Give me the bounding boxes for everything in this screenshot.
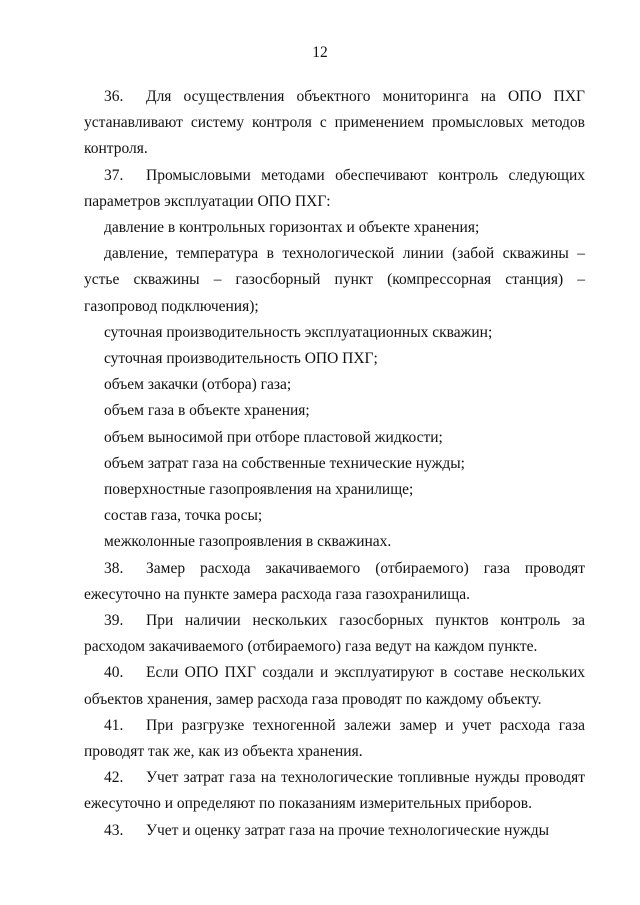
paragraph-text: Промысловыми методами обеспечивают контроль следующих параметров эксплуатации ОПО ПХГ:: [84, 166, 585, 210]
paragraph-text: При наличии нескольких газосборных пунктов контроль за расходом закачиваемого (отбираемого) газа ведут на каждом пункте.: [84, 612, 585, 656]
paragraph-number: 41.: [104, 716, 124, 734]
paragraph-39: [84, 608, 585, 660]
paragraph-40: [84, 660, 585, 712]
paragraph-number: 39.: [104, 612, 124, 630]
list-item: суточная производительность ОПО ПХГ;: [104, 350, 378, 368]
paragraph-text: Для осуществления объектного мониторинга на ОПО ПХГ устанавливают систему контроля с применением промысловых методов контроля.: [84, 88, 585, 158]
paragraph-number: 40.: [104, 664, 124, 682]
list-item: поверхностные газопроявления на хранилище;: [104, 481, 414, 499]
list-item: межколонные газопроявления в скважинах.: [104, 533, 392, 551]
list-item: суточная производительность эксплуатационных скважин;: [104, 323, 493, 341]
paragraph-text: При разгрузке техногенной залежи замер и учет расхода газа проводят так же, как из объекта хранения.: [84, 716, 585, 761]
document-body: [84, 84, 585, 844]
paragraph-number: 43.: [104, 821, 124, 839]
paragraph-38: [84, 556, 585, 608]
paragraph-number: 36.: [104, 88, 124, 105]
list-item: объем закачки (отбора) газа;: [104, 376, 292, 394]
list-item: объем затрат газа на собственные технические нужды;: [104, 454, 465, 472]
paragraph-41: [84, 713, 585, 765]
paragraph-text: Учет и оценку затрат газа на прочие технологические нужды: [146, 821, 550, 839]
paragraph-text: Замер расхода закачиваемого (отбираемого) газа проводят ежесуточно на пункте замера расхода газа газохранилища.: [84, 559, 585, 603]
paragraph-number: 37.: [104, 166, 124, 184]
paragraph-43: [84, 818, 585, 844]
paragraph-number: 42.: [104, 769, 124, 787]
paragraph-number: 38.: [104, 559, 124, 577]
list-item: давление в контрольных горизонтах и объекте хранения;: [104, 219, 480, 237]
paragraph-36: [84, 84, 585, 163]
paragraph-42: [84, 765, 585, 817]
list-item: давление, температура в технологической линии (забой скважины – устье скважины – газосборный пункт (компрессорная станция) – газопровод подключения);: [84, 245, 585, 315]
paragraph-text: Если ОПО ПХГ создали и эксплуатируют в составе нескольких объектов хранения, замер расхода газа проводят по каждому объекту.: [84, 664, 585, 708]
list-item: объем выносимой при отборе пластовой жидкости;: [104, 428, 443, 446]
page-number: 12: [312, 44, 328, 61]
paragraph-text: Учет затрат газа на технологические топливные нужды проводят ежесуточно и определяют по показаниям измерительных приборов.: [84, 769, 585, 813]
list-item: состав газа, точка росы;: [104, 507, 263, 525]
list-item: объем газа в объекте хранения;: [104, 402, 310, 420]
paragraph-37: [84, 163, 585, 215]
